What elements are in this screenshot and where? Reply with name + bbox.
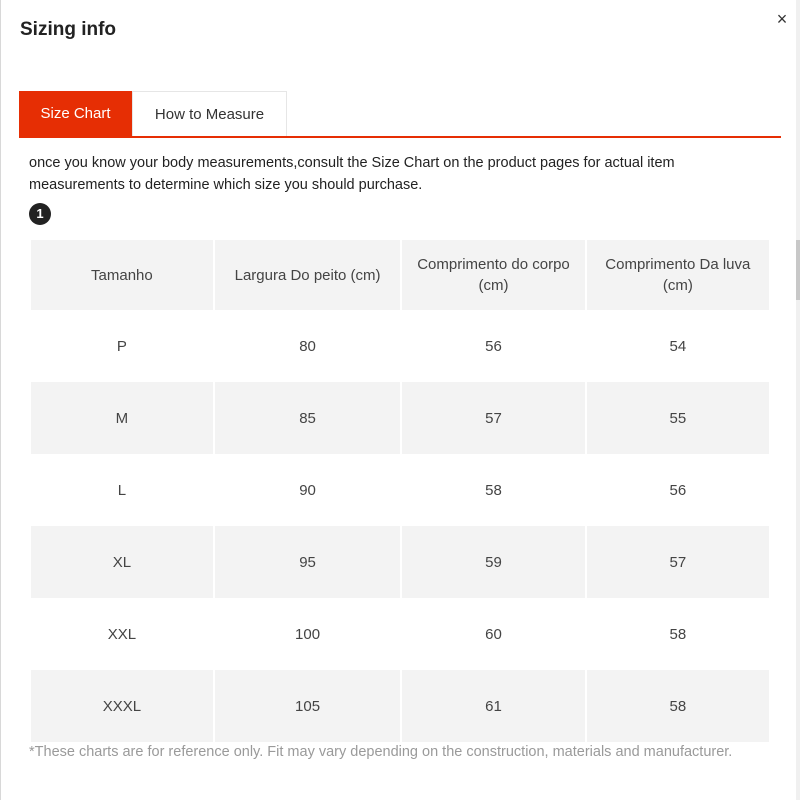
cell-size: XXL [31, 598, 215, 670]
cell-body-length: 60 [402, 598, 586, 670]
cell-body-length: 56 [402, 310, 586, 382]
table-row [31, 454, 769, 526]
reference-footnote: *These charts are for reference only. Fit may vary depending on the construction, materials and manufacturer. [29, 744, 733, 760]
scrollbar[interactable] [796, 0, 800, 800]
cell-chest-width: 85 [215, 382, 403, 454]
tab-how-to-measure[interactable]: How to Measure [132, 91, 287, 136]
cell-sleeve-length: 58 [587, 670, 769, 742]
cell-sleeve-length: 57 [587, 526, 769, 598]
cell-chest-width: 95 [215, 526, 403, 598]
table-row [31, 598, 769, 670]
cell-size: P [31, 310, 215, 382]
intro-text: once you know your body measurements,consult the Size Chart on the product pages for actual item measurements to determine which size you should purchase. [29, 155, 675, 193]
cell-size: L [31, 454, 215, 526]
step-number-badge: 1 [29, 203, 51, 225]
size-chart-table [31, 240, 769, 742]
header-body-length: Comprimento do corpo (cm) [402, 240, 586, 310]
cell-sleeve-length: 58 [669, 625, 687, 643]
cell-sleeve-length: 56 [669, 481, 687, 499]
cell-size: XXXL [31, 670, 215, 742]
cell-sleeve-length: 55 [587, 382, 769, 454]
close-icon[interactable]: × [776, 9, 788, 29]
cell-body-length: 61 [402, 670, 586, 742]
cell-chest-width: 105 [215, 670, 403, 742]
cell-body-length: 57 [402, 382, 586, 454]
table-row [31, 526, 769, 598]
cell-chest-width: 90 [215, 454, 403, 526]
cell-chest-width: 100 [215, 598, 403, 670]
cell-body-length: 59 [402, 526, 586, 598]
cell-sleeve-length: 54 [669, 337, 687, 355]
cell-size: XL [31, 526, 215, 598]
scrollbar-thumb[interactable] [796, 240, 800, 300]
modal-title: Sizing info [20, 19, 117, 40]
table-row [31, 382, 769, 454]
cell-body-length: 58 [402, 454, 586, 526]
table-row [31, 310, 769, 382]
header-size: Tamanho [31, 240, 215, 310]
header-chest-width: Largura Do peito (cm) [215, 240, 403, 310]
tab-bar [19, 91, 781, 138]
table-header-row [31, 240, 769, 310]
header-sleeve-length: Comprimento Da luva (cm) [587, 240, 769, 310]
tab-size-chart[interactable]: Size Chart [19, 91, 132, 136]
table-row [31, 670, 769, 742]
cell-chest-width: 80 [215, 310, 403, 382]
cell-size: M [31, 382, 215, 454]
